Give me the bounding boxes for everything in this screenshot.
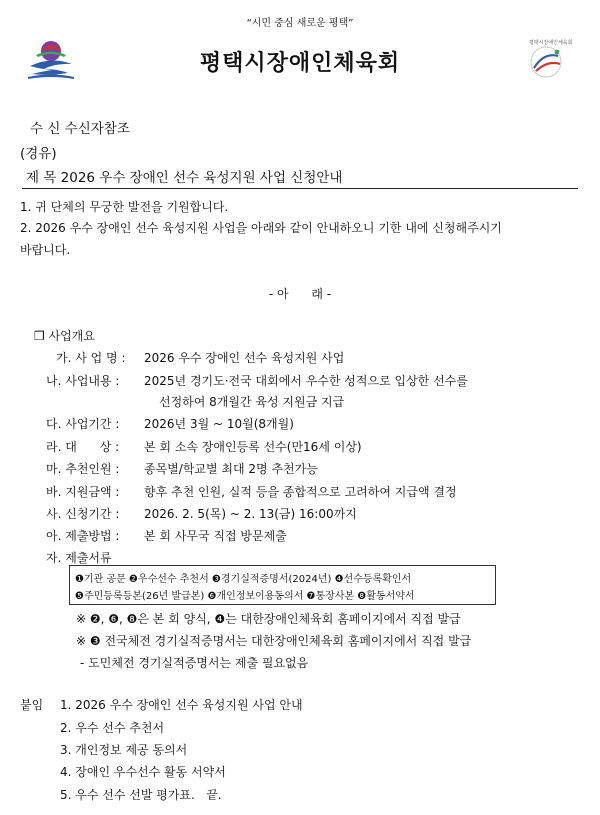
item-name-label: 가. 사 업 명 : (56, 351, 126, 365)
paragraph-2-line-1: 2. 2026 우수 장애인 선수 육성지원 사업을 아래와 같이 안내하오니 기한 내에 신청해주시기 (20, 221, 502, 235)
note-national-certificate: ※ ❸ 전국체전 경기실적증명서는 대한장애인체육회 홈페이지에서 직접 발급 (76, 634, 472, 648)
item-method-value: 본 회 사무국 직접 방문제출 (144, 529, 287, 543)
item-documents-label: 자. 제출서류 (46, 551, 112, 565)
item-application-label: 사. 신청기간 : (46, 507, 120, 521)
item-target-label: 라. 대 상 : (46, 440, 120, 454)
note-provincial-certificate: - 도민체전 경기실적증명서는 제출 필요없음 (80, 656, 309, 670)
header-divider (22, 188, 578, 189)
recipient-line: 수 신 수신자참조 (30, 121, 130, 137)
section-title: ❒ 사업개요 (34, 329, 95, 343)
attachment-item: 4. 장애인 우수선수 활동 서약서 (60, 765, 226, 779)
paragraph-1: 1. 귀 단체의 무궁한 발전을 기원합니다. (20, 200, 229, 214)
item-application-value: 2026. 2. 5(목) ~ 2. 13(금) 16:00까지 (144, 507, 357, 521)
organization-title: 평택시장애인체육회 (199, 51, 401, 76)
attachment-item: 2. 우수 선수 추천서 (60, 721, 165, 735)
item-period-value: 2026년 3월 ~ 10월(8개월) (144, 417, 294, 431)
item-amount-value: 향후 추천 인원, 실적 등을 종합적으로 고려하여 지급액 결정 (144, 485, 457, 499)
subject-line: 제 목 2026 우수 장애인 선수 육성지원 사업 신청안내 (26, 170, 343, 186)
note-form-sources: ※ ❷, ❻, ❽은 본 회 양식, ❹는 대한장애인체육회 홈페이지에서 직접 발급 (76, 612, 461, 626)
item-content-label: 나. 사업내용 : (46, 374, 120, 388)
required-documents-box (69, 565, 496, 605)
documents-row-2: ❺주민등록등본(26년 발급본) ❻개인정보이용동의서 ❼통장사본 ❽활동서약서 (75, 591, 415, 602)
slogan: “시민 중심 새로운 평택” (246, 18, 354, 29)
item-amount-label: 바. 지원금액 : (46, 485, 120, 499)
item-quota-label: 마. 추천인원 : (46, 462, 120, 476)
item-target-value: 본 회 소속 장애인등록 선수(만16세 이상) (144, 440, 362, 454)
emblem-text: 평택시장애인체육회 (529, 40, 573, 46)
item-quota-value: 종목별/학교별 최대 2명 추천가능 (144, 462, 318, 476)
item-method-label: 아. 제출방법 : (46, 529, 120, 543)
attachment-item: 3. 개인정보 제공 동의서 (60, 743, 188, 757)
item-name-value: 2026 우수 장애인 선수 육성지원 사업 (144, 351, 345, 365)
attachments-label: 붙임 (20, 698, 44, 712)
item-content-value: 2025년 경기도·전국 대회에서 우수한 성적으로 입상한 선수를 (144, 374, 468, 388)
below-marker: - 아 래 - (268, 287, 332, 301)
item-content-value-2: 선정하여 8개월간 육성 지원금 지급 (159, 395, 345, 409)
via-line: (경유) (20, 146, 57, 162)
documents-row-1: ❶기관 공문 ❷우수선수 추천서 ❸경기실적증명서(2024년) ❹선수등록확인서 (75, 574, 412, 585)
attachment-item: 1. 2026 우수 장애인 선수 육성지원 사업 안내 (60, 698, 303, 712)
item-period-label: 다. 사업기간 : (46, 417, 120, 431)
attachment-item: 5. 우수 선수 선발 평가표. 끝. (60, 788, 222, 802)
paragraph-2-line-2: 바랍니다. (20, 243, 71, 257)
sports-association-emblem (520, 38, 572, 82)
